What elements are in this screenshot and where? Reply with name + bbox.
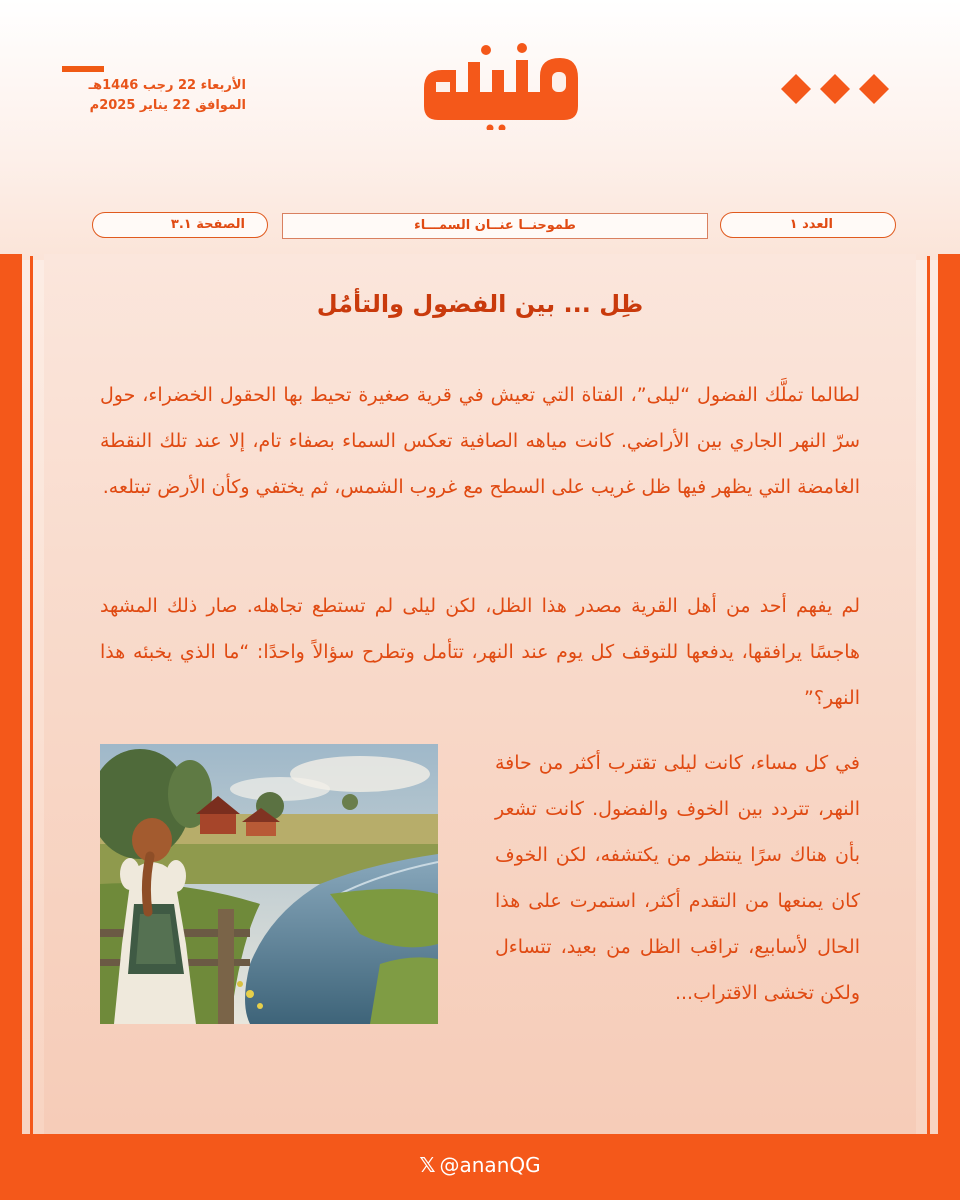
anan-logo bbox=[410, 40, 590, 130]
issue-number: العدد ١ bbox=[789, 217, 833, 232]
slogan-box bbox=[282, 213, 708, 239]
handle-text: @ananQG bbox=[439, 1153, 541, 1177]
frame-right-border bbox=[938, 254, 960, 1134]
article-paragraph-1: لطالما تملَّك الفضول “ليلى”، الفتاة التي تعيش في قرية صغيرة تحيط بها الحقول الخضراء، حول سرّ النهر الجاري بين الأراضي. كانت مياهه الصافية تعكس السماء بصفاء تام، إلا عند تلك النقطة الغامضة التي يظهر فيها ظل غريب على السطح مع غروب الشمس، ثم يختفي وكأن الأرض تبتلعه. bbox=[100, 384, 860, 498]
page-number: الصفحة ٣.١ bbox=[170, 217, 245, 232]
frame-left-border bbox=[0, 254, 22, 1134]
date-accent-bar bbox=[62, 66, 104, 72]
frame-right-line bbox=[927, 256, 930, 1134]
gregorian-date: الموافق 22 يناير 2025م bbox=[89, 98, 246, 113]
frame-left-line bbox=[30, 256, 33, 1134]
issue-pill bbox=[720, 212, 896, 238]
social-handle[interactable] bbox=[0, 1153, 960, 1177]
hijri-date: الأربعاء 22 رجب 1446هـ bbox=[88, 78, 246, 93]
article-paragraph-2: لم يفهم أحد من أهل القرية مصدر هذا الظل، لكن ليلى لم تستطع تجاهله. صار ذلك المشهد هاجسًا يرافقها، يدفعها للتوقف كل يوم عند النهر، تتأمل وتطرح سؤالاً واحدًا: “ما الذي يخبئه هذا النهر؟” bbox=[100, 595, 860, 709]
page-number-pill bbox=[92, 212, 268, 238]
slogan: طموحنــا عنــان السمـــاء bbox=[414, 218, 576, 233]
girl-by-river-painting bbox=[100, 744, 438, 1024]
article-title: ظِل ... بين الفضول والتأمُل bbox=[316, 290, 644, 318]
diamond-ornament-icon bbox=[780, 72, 890, 106]
x-logo-icon: 𝕏 bbox=[419, 1153, 436, 1177]
article-paragraph-3: في كل مساء، كانت ليلى تقترب أكثر من حافة النهر، تتردد بين الخوف والفضول. كانت تشعر بأن هناك سرًا ينتظر من يكتشفه، لكن الخوف كان يمنعها من التقدم أكثر، استمرت على هذا الحال لأسابيع، تراقب الظل من بعيد، تتساءل ولكن تخشى الاقتراب... bbox=[495, 752, 860, 1004]
